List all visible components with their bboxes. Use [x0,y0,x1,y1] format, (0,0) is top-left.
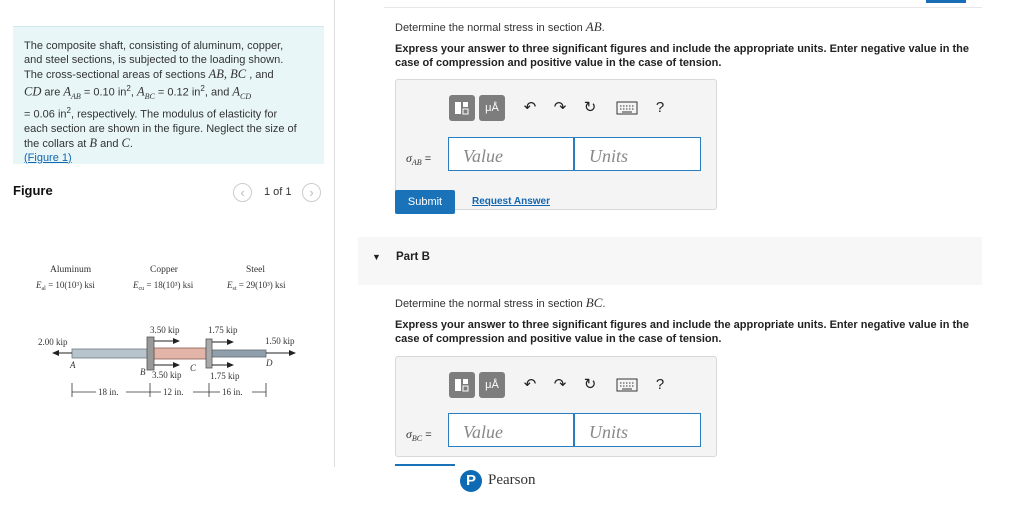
point-a: A [70,360,76,370]
templates-icon[interactable] [449,372,475,398]
e-value: = 10(10³) ksi [45,280,95,290]
problem-var: A [136,84,145,99]
label-aluminum: Aluminum [50,265,92,275]
chevron-left-icon[interactable]: ‹ [233,183,252,202]
problem-var: C [121,135,130,150]
pearson-logo-icon: P [460,470,482,492]
problem-text: the collars at [24,137,90,150]
help-button[interactable]: ? [655,376,665,393]
pearson-wordmark: Pearson [488,472,536,488]
top-tab-indicator [926,0,966,3]
sigma-ab-label [406,151,431,167]
math-toolbar [449,94,705,122]
load-c-bot-label: 1.75 kip [210,371,240,381]
question-var: BC [585,295,603,310]
sigma-symbol: σ [406,151,412,165]
e-value: = 18(10³) ksi [144,280,194,290]
question-text: . [601,22,605,34]
pager-count: 1 of 1 [264,186,292,198]
templates-icon[interactable] [449,95,475,121]
reset-icon[interactable]: ↻ [583,99,597,116]
problem-line: The composite shaft, consisting of aluminum, copper, [24,40,284,52]
problem-line: each section are shown in the figure. Neglect the size of [24,122,297,135]
e-value: = 29(10³) ksi [236,280,286,290]
load-c-top-label: 1.75 kip [208,325,238,335]
arrow-c-top-head [227,339,234,345]
keyboard-icon[interactable] [613,94,641,122]
help-button[interactable]: ? [655,99,665,116]
problem-var: AB, BC [208,67,247,81]
problem-text: , [130,86,137,99]
problem-sup: 2 [200,84,205,93]
arrow-c-bot-head [227,362,234,368]
question-var: AB [585,19,602,34]
figure-heading: Figure [13,183,53,198]
e-symbol: E [36,280,42,290]
dim-bc: 12 in. [163,387,184,397]
label-e-st [226,280,286,292]
arrow-b-bot-head [173,362,180,368]
part-b-instructions: Express your answer to three significant figures and include the appropriate units. Enter negative value in the case of compression and positive value in the case of tension. [395,319,969,345]
submit-button[interactable]: Submit [395,190,455,214]
problem-sub: AB [71,91,81,101]
label-steel: Steel [246,265,265,275]
point-d: D [266,358,273,368]
problem-line [24,67,314,82]
problem-text: , and [204,86,233,99]
part-b-answer-panel [395,356,717,457]
label-e-cu [132,280,194,292]
problem-line [24,104,314,122]
request-answer-link[interactable]: Request Answer [472,196,550,207]
e-sub: cu [138,286,145,292]
problem-text: , respectively. The modulus of elasticity for [70,108,278,121]
units-input[interactable]: Units [574,137,701,171]
load-b-bot-label: 3.50 kip [152,370,182,380]
problem-var: CD [24,84,42,99]
sigma-sub: BC [411,434,423,444]
bottom-rule [395,464,455,466]
part-a-question [395,19,605,35]
equals-sign: = [421,153,432,165]
chevron-right-icon[interactable]: › [302,183,321,202]
shaft-diagram [28,255,318,405]
part-b-label: Part B [396,251,430,263]
arrow-b-top-head [173,338,180,344]
problem-text: . [129,137,133,150]
value-input[interactable]: Value [448,137,574,171]
part-b-header[interactable] [358,237,982,285]
arrow-left-head [52,350,59,356]
problem-text: , and [246,69,274,81]
undo-icon[interactable]: ↶ [523,376,537,393]
redo-icon[interactable]: ↷ [553,99,567,116]
equals-sign: = [422,429,432,441]
e-sub: al [41,286,46,292]
question-text: . [602,298,606,310]
units-input[interactable]: Units [574,413,701,447]
figure-link[interactable]: (Figure 1) [24,151,72,164]
problem-var: A [63,84,72,99]
dim-ab: 18 in. [98,387,119,397]
problem-text: = 0.10 in [80,86,127,99]
problem-statement [13,26,324,164]
problem-sub: CD [240,91,252,101]
load-left-label: 2.00 kip [38,337,68,347]
figure-pager [233,183,323,203]
problem-text: are [41,86,64,99]
point-c: C [190,363,197,373]
sigma-symbol: σ [406,427,412,441]
question-text: Determine the normal stress in section [395,22,586,34]
steel-section [212,350,266,357]
reset-icon[interactable]: ↻ [583,376,597,393]
sigma-bc-label [406,427,432,443]
problem-line [24,136,314,151]
part-a-instructions: Express your answer to three significant figures and include the appropriate units. Enter negative value in the case of compression and positive value in the case of tension. [395,43,969,69]
value-input[interactable]: Value [448,413,574,447]
redo-icon[interactable]: ↷ [553,376,567,393]
question-text: Determine the normal stress in section [395,298,586,310]
problem-text: and [97,137,122,150]
problem-sub: BC [144,91,155,101]
e-sub: st [232,286,237,292]
caret-down-icon[interactable]: ▼ [372,252,381,262]
dim-cd: 16 in. [222,387,243,397]
units-button[interactable]: μÅ [479,95,505,121]
problem-var: B [89,135,98,150]
point-b: B [140,367,146,377]
problem-sup: 2 [126,84,131,93]
undo-icon[interactable]: ↶ [523,99,537,116]
problem-line: and steel sections, is subjected to the loading shown. [24,54,284,66]
load-right-label: 1.50 kip [265,336,295,346]
label-copper: Copper [150,265,178,275]
top-rule [384,7,982,8]
part-b-question [395,295,605,311]
sigma-sub: AB [411,158,422,168]
arrow-right-head [289,350,296,356]
problem-line [24,82,314,104]
problem-sup: 2 [66,105,71,115]
problem-text: = 0.06 in [24,108,67,121]
collar-c [206,339,212,368]
math-toolbar [449,371,705,399]
problem-var: A [232,84,241,99]
units-button[interactable]: μÅ [479,372,505,398]
label-e-al [35,280,95,292]
column-divider [334,0,335,467]
problem-text: = 0.12 in [154,86,201,99]
copper-section [154,348,206,359]
problem-text: The cross-sectional areas of sections [24,69,209,81]
collar-b [147,337,154,370]
e-symbol: E [227,280,233,290]
aluminum-section [72,349,152,358]
keyboard-icon[interactable] [613,371,641,399]
e-symbol: E [133,280,139,290]
load-b-top-label: 3.50 kip [150,325,180,335]
